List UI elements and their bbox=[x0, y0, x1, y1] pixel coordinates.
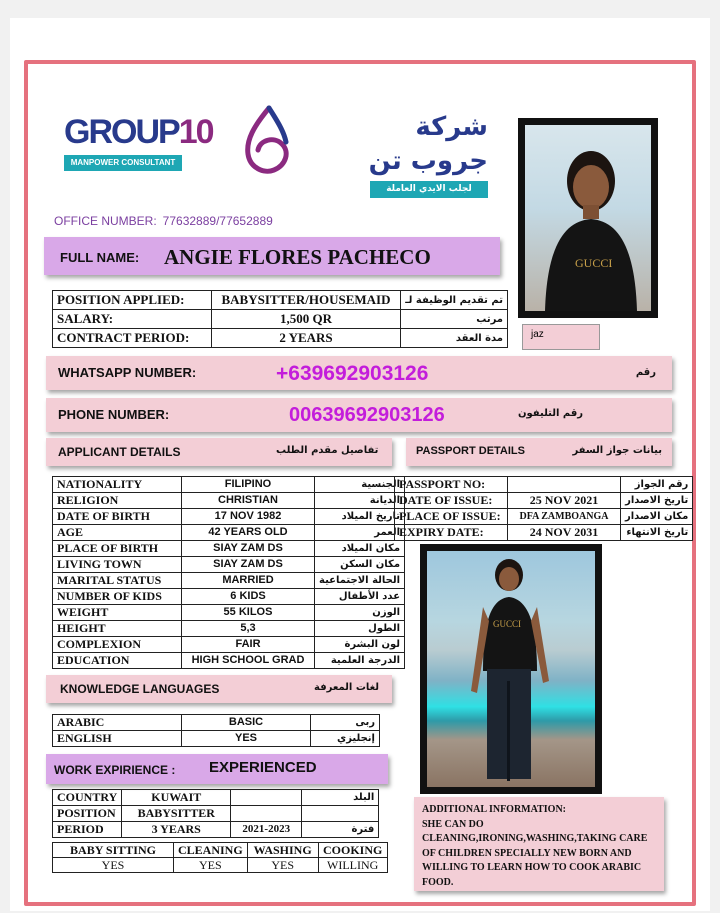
applicant-field-value: 5,3 bbox=[182, 621, 315, 637]
table-row bbox=[53, 653, 405, 669]
applicant-details-table bbox=[52, 476, 405, 669]
table-row bbox=[53, 790, 379, 806]
applicant-field-ar: مكان الميلاد bbox=[315, 541, 405, 557]
additional-info-line: SHE CAN DO bbox=[422, 818, 484, 830]
languages-table bbox=[52, 714, 380, 747]
position-label: POSITION APPLIED: bbox=[53, 291, 212, 310]
skill-value: YES bbox=[53, 858, 174, 873]
applicant-field-label: EDUCATION bbox=[53, 653, 182, 669]
photo-caption: jaz bbox=[522, 324, 600, 350]
passport-field-value: 24 NOV 2031 bbox=[508, 525, 621, 541]
applicant-field-value: 55 KILOS bbox=[182, 605, 315, 621]
table-row bbox=[53, 589, 405, 605]
applicant-field-ar: لون البشرة bbox=[315, 637, 405, 653]
svg-text:GUCCI: GUCCI bbox=[493, 619, 522, 629]
additional-information bbox=[414, 797, 664, 891]
skill-value: WILLING bbox=[318, 858, 387, 873]
applicant-details-header bbox=[46, 438, 392, 466]
passport-header-ar: بيانات جواز السفر bbox=[572, 445, 662, 456]
whatsapp-label: WHATSAPP NUMBER: bbox=[58, 365, 197, 380]
skill-value: YES bbox=[247, 858, 318, 873]
table-row bbox=[53, 525, 405, 541]
country-label: COUNTRY bbox=[53, 790, 122, 806]
additional-info-line: FOOD. bbox=[422, 876, 454, 888]
knowledge-languages-header bbox=[46, 675, 392, 703]
contract-value: 2 YEARS bbox=[212, 329, 401, 348]
applicant-portrait-photo bbox=[518, 118, 658, 318]
contract-ar: مدة العقد bbox=[401, 329, 508, 348]
applicant-header-ar: تفاصيل مقدم الطلب bbox=[276, 445, 379, 456]
applicant-full-body-photo bbox=[420, 544, 602, 794]
language-label: ENGLISH bbox=[53, 731, 182, 747]
whatsapp-number[interactable]: +639692903126 bbox=[276, 362, 429, 385]
whatsapp-ar: رقم bbox=[635, 367, 656, 378]
office-number bbox=[54, 214, 279, 228]
table-row bbox=[53, 621, 405, 637]
language-level: BASIC bbox=[182, 715, 311, 731]
work-experience-bar bbox=[46, 754, 388, 784]
salary-ar: مرتب bbox=[401, 310, 508, 329]
passport-field-ar: تاريخ الاصدار bbox=[621, 493, 693, 509]
additional-info-line: CLEANING,IRONING,WASHING,TAKING CARE bbox=[422, 833, 648, 844]
table-row bbox=[395, 509, 693, 525]
work-experience-table bbox=[52, 789, 379, 838]
applicant-field-value: MARRIED bbox=[182, 573, 315, 589]
languages-header-label: KNOWLEDGE LANGUAGES bbox=[60, 682, 220, 696]
skills-header-row bbox=[53, 843, 388, 858]
applicant-field-ar: الدرجة العلمية bbox=[315, 653, 405, 669]
table-row bbox=[53, 731, 380, 747]
applicant-field-label: COMPLEXION bbox=[53, 637, 182, 653]
table-row bbox=[53, 291, 508, 310]
skill-header: BABY SITTING bbox=[53, 843, 174, 858]
applicant-field-label: RELIGION bbox=[53, 493, 182, 509]
skill-header: COOKING bbox=[318, 843, 387, 858]
table-row bbox=[395, 493, 693, 509]
table-row bbox=[53, 573, 405, 589]
applicant-field-label: LIVING TOWN bbox=[53, 557, 182, 573]
passport-field-label: EXPIRY DATE: bbox=[395, 525, 508, 541]
language-label: ARABIC bbox=[53, 715, 182, 731]
passport-details-header bbox=[406, 438, 672, 466]
applicant-field-ar: العمر bbox=[315, 525, 405, 541]
table-row bbox=[53, 557, 405, 573]
full-name-value: ANGIE FLORES PACHECO bbox=[164, 245, 431, 269]
applicant-field-value: FILIPINO bbox=[182, 477, 315, 493]
whatsapp-bar bbox=[46, 356, 672, 390]
additional-info-line: OF CHILDREN SPECIALLY NEW BORN AND bbox=[422, 847, 632, 859]
position-value: BABYSITTER/HOUSEMAID bbox=[212, 291, 401, 310]
applicant-field-ar: مكان السكن bbox=[315, 557, 405, 573]
passport-field-label: DATE OF ISSUE: bbox=[395, 493, 508, 509]
table-row bbox=[53, 822, 379, 838]
salary-label: SALARY: bbox=[53, 310, 212, 329]
table-row bbox=[53, 310, 508, 329]
table-row bbox=[53, 715, 380, 731]
logo-arabic-tagline: لجلب الايدي العاملة bbox=[370, 181, 488, 198]
applicant-field-label: NUMBER OF KIDS bbox=[53, 589, 182, 605]
phone-number[interactable]: 00639692903126 bbox=[289, 404, 445, 426]
period-label: PERIOD bbox=[53, 822, 122, 838]
applicant-field-value: CHRISTIAN bbox=[182, 493, 315, 509]
passport-field-value: 25 NOV 2021 bbox=[508, 493, 621, 509]
applicant-field-value: 6 KIDS bbox=[182, 589, 315, 605]
applicant-field-label: PLACE OF BIRTH bbox=[53, 541, 182, 557]
applicant-field-ar: الطول bbox=[315, 621, 405, 637]
logo-arabic-name: شركة جروب تن bbox=[368, 112, 488, 176]
table-row bbox=[53, 806, 379, 822]
work-experience-label: WORK EXPIRIENCE : bbox=[54, 763, 176, 777]
applicant-field-value: SIAY ZAM DS bbox=[182, 557, 315, 573]
applicant-field-label: DATE OF BIRTH bbox=[53, 509, 182, 525]
language-level: YES bbox=[182, 731, 311, 747]
work-position-label: POSITION bbox=[53, 806, 122, 822]
table-row bbox=[53, 329, 508, 348]
applicant-field-ar: الحالة الاجتماعية bbox=[315, 573, 405, 589]
passport-details-table bbox=[394, 476, 693, 541]
table-row bbox=[395, 477, 693, 493]
table-row bbox=[395, 525, 693, 541]
applicant-field-value: 17 NOV 1982 bbox=[182, 509, 315, 525]
period-value: 3 YEARS bbox=[122, 822, 231, 838]
passport-field-label: PASSPORT NO: bbox=[395, 477, 508, 493]
table-row bbox=[53, 541, 405, 557]
additional-info-title: ADDITIONAL INFORMATION: bbox=[422, 804, 566, 815]
applicant-field-ar: الجنسية bbox=[315, 477, 405, 493]
skill-header: WASHING bbox=[247, 843, 318, 858]
work-experience-value: EXPERIENCED bbox=[209, 759, 317, 776]
phone-label: PHONE NUMBER: bbox=[58, 407, 170, 422]
passport-field-label: PLACE OF ISSUE: bbox=[395, 509, 508, 525]
logo-tagline: MANPOWER CONSULTANT bbox=[64, 155, 182, 171]
applicant-field-value: 42 YEARS OLD bbox=[182, 525, 315, 541]
skill-header: CLEANING bbox=[174, 843, 248, 858]
group10-logo bbox=[64, 112, 213, 171]
additional-info-line: WILLING TO LEARN HOW TO COOK ARABIC bbox=[422, 862, 642, 873]
language-ar: إنجليزي bbox=[311, 731, 380, 747]
passport-field-ar: تاريخ الانتهاء bbox=[621, 525, 693, 541]
applicant-field-label: HEIGHT bbox=[53, 621, 182, 637]
passport-header-label: PASSPORT DETAILS bbox=[416, 445, 525, 457]
applicant-field-label: WEIGHT bbox=[53, 605, 182, 621]
logo-group-word: GROUP bbox=[64, 113, 179, 151]
applicant-field-ar: الوزن bbox=[315, 605, 405, 621]
applicant-header-label: APPLICANT DETAILS bbox=[58, 445, 181, 459]
phone-bar bbox=[46, 398, 672, 432]
office-label: OFFICE NUMBER: bbox=[54, 214, 157, 228]
table-row bbox=[53, 605, 405, 621]
full-name-label: FULL NAME: bbox=[60, 250, 140, 265]
languages-header-ar: لغات المعرفة bbox=[314, 682, 380, 693]
applicant-field-ar: تاريخ الميلاد bbox=[315, 509, 405, 525]
period-ar: فترة bbox=[302, 822, 379, 838]
contract-label: CONTRACT PERIOD: bbox=[53, 329, 212, 348]
skill-value: YES bbox=[174, 858, 248, 873]
passport-field-ar: مكان الاصدار bbox=[621, 509, 693, 525]
work-position-value: BABYSITTER bbox=[122, 806, 231, 822]
stylized-six-icon bbox=[238, 104, 300, 181]
applicant-field-ar: الديانة bbox=[315, 493, 405, 509]
position-table bbox=[52, 290, 508, 348]
skills-value-row bbox=[53, 858, 388, 873]
applicant-field-value: HIGH SCHOOL GRAD bbox=[182, 653, 315, 669]
applicant-field-label: MARITAL STATUS bbox=[53, 573, 182, 589]
passport-field-value: DFA ZAMBOANGA bbox=[508, 509, 621, 525]
country-ar: البلد bbox=[302, 790, 379, 806]
table-row bbox=[53, 477, 405, 493]
logo-group-number: 10 bbox=[178, 113, 213, 151]
applicant-field-value: SIAY ZAM DS bbox=[182, 541, 315, 557]
language-ar: ربى bbox=[311, 715, 380, 731]
applicant-field-value: FAIR bbox=[182, 637, 315, 653]
table-row bbox=[53, 493, 405, 509]
table-row bbox=[53, 509, 405, 525]
position-ar: تم تقديم الوظيفة لـ bbox=[401, 291, 508, 310]
period-range: 2021-2023 bbox=[231, 822, 302, 838]
passport-field-ar: رقم الجواز bbox=[621, 477, 693, 493]
skills-table bbox=[52, 842, 388, 873]
arabic-logo bbox=[348, 110, 488, 198]
salary-value: 1,500 QR bbox=[212, 310, 401, 329]
applicant-field-ar: عدد الأطفال bbox=[315, 589, 405, 605]
svg-text:GUCCI: GUCCI bbox=[575, 256, 613, 270]
office-value: 77632889/77652889 bbox=[162, 214, 273, 228]
applicant-field-label: NATIONALITY bbox=[53, 477, 182, 493]
country-value: KUWAIT bbox=[122, 790, 231, 806]
passport-field-value bbox=[508, 477, 621, 493]
applicant-field-label: AGE bbox=[53, 525, 182, 541]
full-name-bar bbox=[44, 237, 500, 275]
table-row bbox=[53, 637, 405, 653]
phone-ar: رقم التليفون bbox=[518, 408, 584, 419]
